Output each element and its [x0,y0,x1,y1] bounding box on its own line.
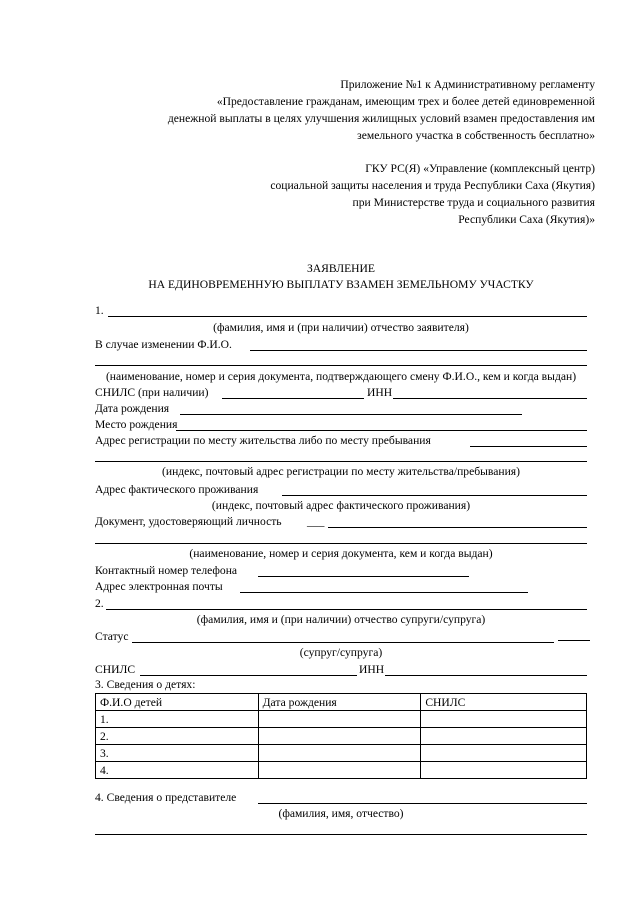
item-3-label: 3. Сведения о детях: [95,678,196,691]
status-field[interactable] [132,642,554,643]
appendix-line: земельного участка в собственность бесплатно» [357,129,595,142]
recipient-line: Республики Саха (Якутия)» [458,213,595,226]
document-title: ЗАЯВЛЕНИЕ [307,262,375,275]
id-doc-caption: (наименование, номер и серия документа, кем и когда выдан) [189,547,493,560]
spouse-name-caption: (фамилия, имя и (при наличии) отчество супруги/супруга) [196,613,486,626]
reg-address-field[interactable] [470,446,587,447]
change-fio-field[interactable] [250,350,587,351]
child-snils-cell[interactable] [421,711,587,728]
actual-address-field[interactable] [282,495,587,496]
child-birth-cell[interactable] [258,711,421,728]
email-field[interactable] [240,592,528,593]
child-name-cell[interactable]: 3. [96,745,259,762]
child-name-cell[interactable]: 1. [96,711,259,728]
child-snils-cell[interactable] [421,745,587,762]
table-header: Ф.И.О детей [96,694,259,711]
phone-field[interactable] [258,576,469,577]
recipient-line: ГКУ РС(Я) «Управление (комплексный центр) [365,162,595,175]
id-doc-field-2[interactable] [95,543,587,544]
table-header: СНИЛС [421,694,587,711]
inn-field[interactable] [393,398,587,399]
change-fio-field-2[interactable] [95,365,587,366]
appendix-line: «Предоставление гражданам, имеющим трех и более детей единовременной [216,95,595,108]
reg-address-caption: (индекс, почтовый адрес регистрации по месту жительства/пребывания) [162,465,520,478]
change-fio-label: В случае изменении Ф.И.О. [95,338,232,351]
change-fio-caption: (наименование, номер и серия документа, подтверждающего смену Ф.И.О., кем и когда выдан) [105,370,577,383]
spouse-snils-field[interactable] [140,675,357,676]
snils-label: СНИЛС (при наличии) [95,386,209,399]
reg-address-label: Адрес регистрации по месту жительства либо по месту пребывания [95,434,431,447]
id-doc-field[interactable] [328,527,587,528]
recipient-line: при Министерстве труда и социального развития [352,196,595,209]
applicant-name-field[interactable] [108,316,587,317]
representative-field[interactable] [258,803,587,804]
table-row [96,728,587,745]
actual-address-caption: (индекс, почтовый адрес фактического проживания) [211,499,471,512]
status-label: Статус [95,630,129,643]
actual-address-label: Адрес фактического проживания [95,483,259,496]
birth-date-field[interactable] [180,414,522,415]
table-row [96,762,587,779]
item-4-label: 4. Сведения о представителе [95,791,237,804]
appendix-line: денежной выплаты в целях улучшения жилищных условий взамен предоставления им [167,112,595,125]
representative-caption: (фамилия, имя, отчество) [278,807,404,820]
spouse-name-field[interactable] [106,609,587,610]
item-1-label: 1. [95,304,104,317]
phone-label: Контактный номер телефона [95,564,238,577]
child-birth-cell[interactable] [258,762,421,779]
representative-field-2[interactable] [95,834,587,835]
child-birth-cell[interactable] [258,728,421,745]
inn-label: ИНН [367,386,393,399]
table-header: Дата рождения [258,694,421,711]
snils-field[interactable] [222,398,364,399]
document-subtitle: НА ЕДИНОВРЕМЕННУЮ ВЫПЛАТУ ВЗАМЕН ЗЕМЕЛЬНОМУ УЧАСТКУ [148,278,534,291]
spouse-inn-field[interactable] [385,675,587,676]
birth-place-label: Место рождения [95,418,178,431]
child-birth-cell[interactable] [258,745,421,762]
status-field-tail [558,640,590,641]
email-label: Адрес электронная почты [95,580,223,593]
birth-place-field[interactable] [176,430,587,431]
item-2-label: 2. [95,597,104,610]
child-snils-cell[interactable] [421,762,587,779]
table-row [96,745,587,762]
spouse-inn-label: ИНН [359,663,385,676]
status-caption: (супруг/супруга) [299,646,383,659]
recipient-line: социальной защиты населения и труда Республики Саха (Якутия) [270,179,595,192]
reg-address-field-2[interactable] [95,461,587,462]
child-name-cell[interactable]: 2. [96,728,259,745]
children-table [95,693,587,779]
appendix-line: Приложение №1 к Административному регламенту [340,78,595,91]
id-doc-blank: ___ [307,515,325,528]
applicant-name-caption: (фамилия, имя и (при наличии) отчество заявителя) [213,321,469,334]
child-snils-cell[interactable] [421,728,587,745]
table-header-row [96,694,587,711]
id-doc-label: Документ, удостоверяющий личность [95,515,282,528]
birth-date-label: Дата рождения [95,402,170,415]
spouse-snils-label: СНИЛС [95,663,136,676]
table-row [96,711,587,728]
child-name-cell[interactable]: 4. [96,762,259,779]
